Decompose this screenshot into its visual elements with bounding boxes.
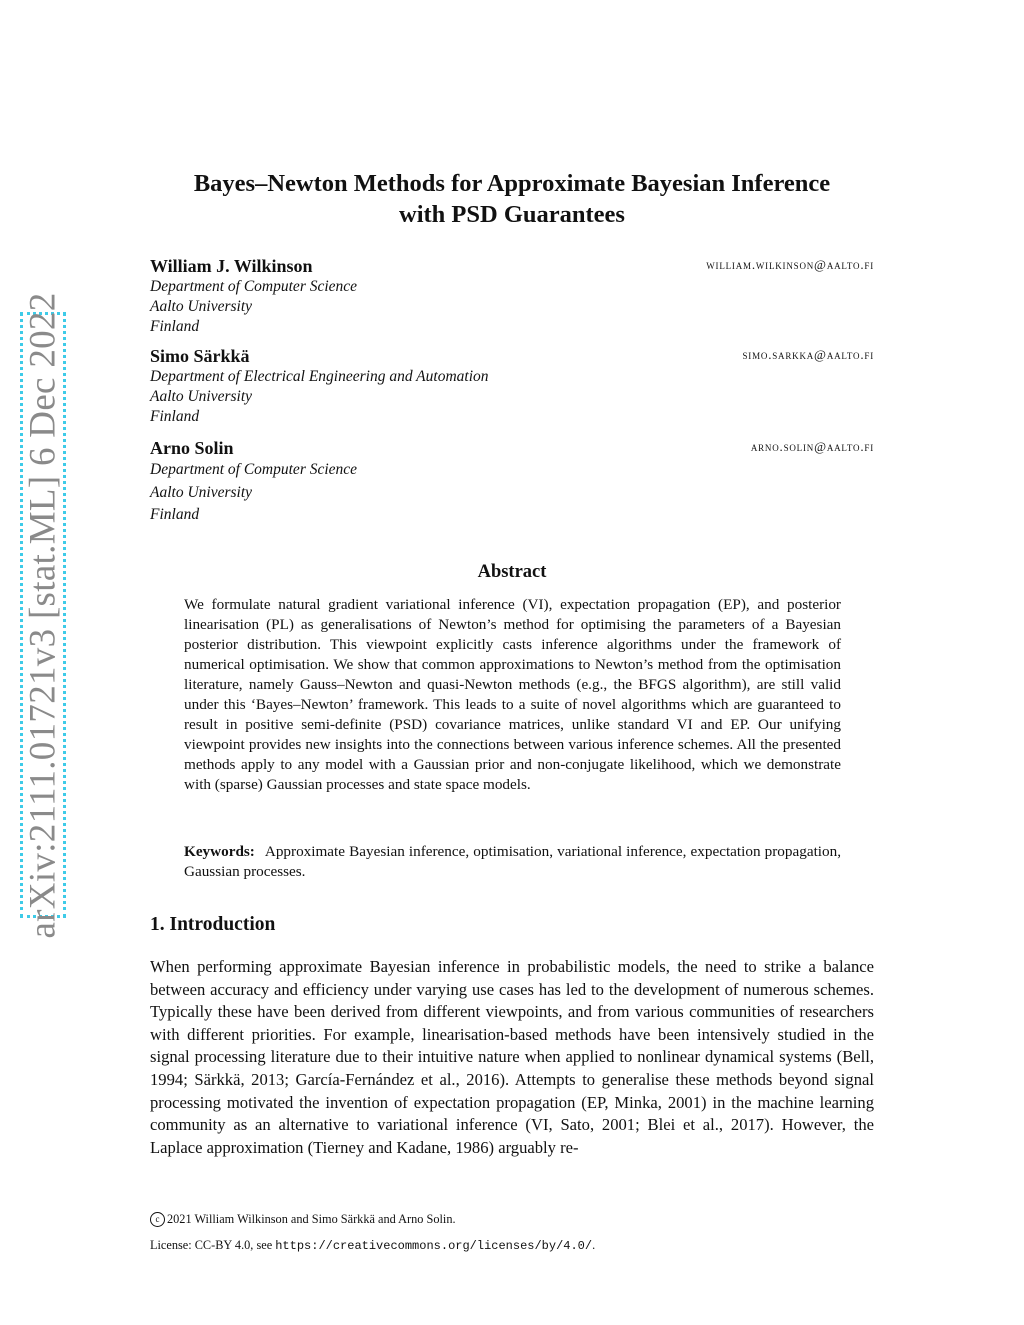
keywords-text: Approximate Bayesian inference, optimisation, variational inference, expectation propagation, Gaussian processes.	[184, 843, 841, 880]
author-university: Aalto University	[150, 388, 253, 405]
author-country: Finland	[150, 408, 200, 425]
author-name: Simo Särkkä	[150, 346, 250, 366]
copyright-footnote	[150, 1212, 456, 1227]
author-block-2	[150, 345, 874, 427]
author-email[interactable]: william.wilkinson@aalto.fi	[706, 257, 874, 272]
title-line-1: Bayes–Newton Methods for Approximate Bayesian Inference	[193, 170, 831, 197]
author-department: Department of Computer Science	[150, 278, 358, 295]
section-heading-introduction: 1. Introduction	[150, 914, 276, 935]
author-email[interactable]: arno.solin@aalto.fi	[750, 439, 874, 454]
author-block-1	[150, 255, 874, 337]
license-suffix: .	[592, 1238, 596, 1252]
license-link[interactable]: https://creativecommons.org/licenses/by/4.0/	[275, 1239, 593, 1253]
author-name: William J. Wilkinson	[150, 256, 313, 276]
author-name: Arno Solin	[150, 438, 234, 458]
license-prefix: License: CC-BY 4.0, see	[150, 1238, 273, 1252]
abstract-heading: Abstract	[477, 562, 547, 582]
introduction-text: When performing approximate Bayesian inference in probabilistic models, the need to strike a balance between accuracy and efficiency under varying use cases has led to the development of numerous schemes. Typically these have been derived from different viewpoints, and from various communities of researchers with different priorities. For example, linearisation-based methods have been intensively studied in the signal processing literature due to their intuitive nature when applied to nonlinear dynamical systems (Bell, 1994; Särkkä, 2013; García-Fernández et al., 2016). Attempts to generalise these methods beyond signal processing motivated the invention of expectation propagation (EP, Minka, 2001) in the machine learning community as an alternative to variational inference (VI, Sato, 2001; Blei et al., 2017). However, the Laplace approximation (Tierney and Kadane, 1986) arguably re-	[150, 957, 874, 1157]
license-footnote	[150, 1238, 595, 1253]
author-email[interactable]: simo.sarkka@aalto.fi	[742, 347, 874, 362]
author-university: Aalto University	[150, 483, 253, 501]
author-university: Aalto University	[150, 298, 253, 315]
author-block-3	[150, 437, 874, 527]
author-department: Department of Electrical Engineering and Automation	[150, 368, 489, 385]
copyright-text: 2021 William Wilkinson and Simo Särkkä and Arno Solin.	[167, 1212, 456, 1226]
arxiv-id: arXiv:2111.01721v3 [stat.ML] 6 Dec 2022	[22, 291, 64, 939]
author-country: Finland	[150, 318, 200, 335]
keywords-label: Keywords:	[184, 843, 255, 860]
copyright-icon: c	[150, 1212, 165, 1227]
paper-title	[150, 168, 874, 230]
author-country: Finland	[150, 506, 200, 523]
keywords	[184, 842, 841, 882]
arxiv-stamp	[20, 291, 66, 939]
author-department: Department of Computer Science	[150, 461, 358, 478]
title-line-2: with PSD Guarantees	[399, 201, 625, 228]
abstract-text: We formulate natural gradient variational inference (VI), expectation propagation (EP), and posterior linearisation (PL) as generalisations of Newton’s method for optimising the parameters of a Bayesian posterior distribution. This viewpoint explicitly casts inference algorithms under the framework of numerical optimisation. We show that common approximations to Newton’s method from the optimisation literature, namely Gauss–Newton and quasi-Newton methods (e.g., the BFGS algorithm), are still valid under this ‘Bayes–Newton’ framework. This leads to a suite of novel algorithms which are guaranteed to result in positive semi-definite (PSD) covariance matrices, unlike standard VI and EP. Our unifying viewpoint provides new insights into the connections between various inference schemes. All the presented methods apply to any model with a Gaussian prior and non-conjugate likelihood, which we demonstrate with (sparse) Gaussian processes and state space models.	[184, 596, 841, 793]
